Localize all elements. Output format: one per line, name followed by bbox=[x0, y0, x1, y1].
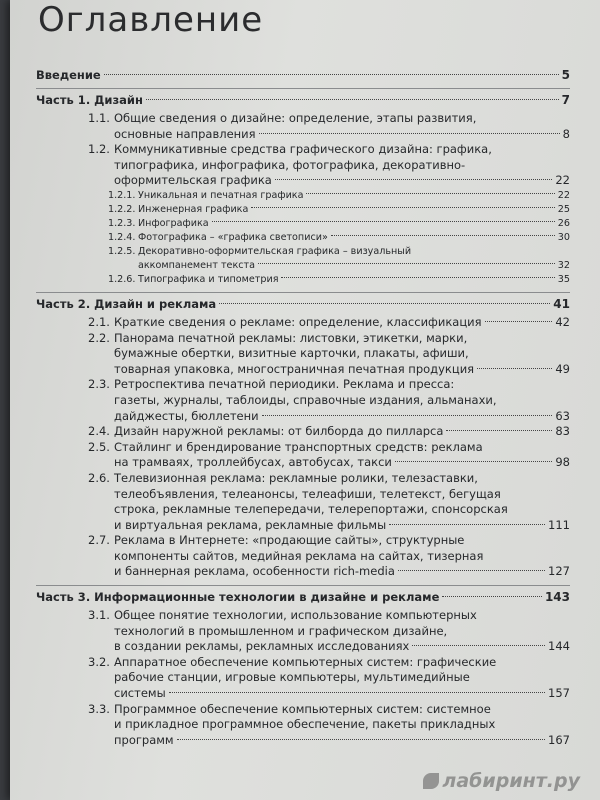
page-number: 22 bbox=[557, 189, 570, 201]
entry-text: Аппаратное обеспечение компьютерных систем: графические bbox=[114, 654, 497, 669]
dot-leader bbox=[219, 303, 550, 304]
dot-leader bbox=[259, 133, 560, 134]
entry-number: 1.2.2. bbox=[108, 203, 136, 215]
toc-entry bbox=[88, 533, 570, 580]
toc-entry bbox=[88, 440, 570, 471]
page-number: 157 bbox=[548, 686, 570, 701]
entry-text: основные направления bbox=[114, 126, 256, 141]
page-number: 25 bbox=[557, 203, 570, 215]
toc-subentry bbox=[108, 217, 570, 231]
entry-text: аккомпанемент текста bbox=[138, 259, 255, 271]
entry-text: Инженерная графика bbox=[138, 203, 249, 215]
page-number: 35 bbox=[557, 273, 570, 285]
entry-text: компоненты сайтов, медийная реклама на сайтах, тизерная bbox=[114, 548, 484, 563]
page-number: 41 bbox=[553, 296, 570, 311]
dot-leader bbox=[281, 277, 554, 278]
dot-leader bbox=[262, 415, 553, 416]
entry-text: дайджесты, бюллетени bbox=[114, 408, 259, 423]
entry-text: Коммуникативные средства графического дизайна: графика, bbox=[114, 142, 492, 157]
page-number: 22 bbox=[555, 173, 570, 188]
toc-subentry bbox=[108, 189, 570, 203]
entry-text: Общее понятие технологии, использование компьютерных bbox=[114, 608, 477, 623]
entry-number: 2.5. bbox=[88, 439, 110, 454]
entry-text: рабочие станции, игровые компьютеры, мультимедийные bbox=[114, 670, 470, 685]
dot-leader bbox=[485, 321, 553, 322]
part-title: Часть 1. Дизайн bbox=[36, 93, 143, 107]
toc-entry bbox=[88, 111, 570, 142]
toc-entry bbox=[88, 142, 570, 189]
entry-text: Фотографика – «графика светописи» bbox=[138, 231, 328, 243]
toc-subentry bbox=[108, 231, 570, 245]
page-number: 30 bbox=[557, 231, 570, 243]
entry-text: и прикладное программное обеспечение, пакеты прикладных bbox=[114, 717, 496, 732]
entry-text: типографика, инфографика, фотографика, декоративно- bbox=[114, 157, 466, 172]
entry-text: телеобъявления, телеанонсы, телеафиши, телетекст, бегущая bbox=[114, 486, 501, 501]
entry-text: Краткие сведения о рекламе: определение, классификация bbox=[114, 314, 482, 329]
dot-leader bbox=[395, 461, 552, 462]
toc-intro bbox=[36, 64, 570, 86]
entry-number: 3.1. bbox=[88, 608, 110, 623]
page-number: 167 bbox=[548, 732, 570, 747]
entry-text: программ bbox=[114, 732, 174, 747]
entry-text: Стайлинг и брендирование транспортных средств: реклама bbox=[114, 439, 483, 454]
page-number: 7 bbox=[561, 93, 570, 107]
dot-leader bbox=[446, 430, 552, 431]
dot-leader bbox=[398, 570, 545, 571]
dot-leader bbox=[169, 692, 545, 693]
entry-text: и виртуальная реклама, рекламные фильмы bbox=[114, 517, 387, 532]
page-number: 83 bbox=[555, 424, 570, 439]
entry-number: 2.3. bbox=[88, 377, 110, 392]
page-number: 49 bbox=[555, 361, 570, 376]
dot-leader bbox=[104, 74, 559, 75]
toc-subentry bbox=[108, 203, 570, 217]
dot-leader bbox=[331, 235, 555, 236]
toc-entry bbox=[88, 655, 570, 702]
entry-text: Телевизионная реклама: рекламные ролики, телезаставки, bbox=[114, 470, 478, 485]
entry-number: 1.1. bbox=[88, 111, 110, 125]
watermark: лабиринт.ру bbox=[423, 770, 580, 792]
entry-text: технологий в промышленном и графическом дизайне, bbox=[114, 623, 448, 638]
entry-number: 2.4. bbox=[88, 424, 110, 439]
toc-entry bbox=[88, 424, 570, 440]
dot-leader bbox=[251, 207, 554, 208]
entry-text: Уникальная и печатная графика bbox=[138, 189, 304, 201]
book-page bbox=[10, 0, 600, 800]
dot-leader bbox=[177, 739, 545, 740]
dot-leader bbox=[146, 99, 559, 100]
entry-number: 2.7. bbox=[88, 533, 110, 548]
entry-text: Типографика и типометрия bbox=[138, 273, 279, 285]
entry-text: Инфографика bbox=[138, 217, 209, 229]
dot-leader bbox=[389, 524, 545, 525]
entry-number: 3.3. bbox=[88, 701, 110, 716]
toc-entry bbox=[88, 471, 570, 533]
entry-text: строка, рекламные телепередачи, телерепортажи, спонсорская bbox=[114, 502, 508, 517]
leaf-logo-icon bbox=[423, 773, 439, 789]
page-number: 98 bbox=[555, 455, 570, 470]
entry-text: и баннерная реклама, особенности rich-media bbox=[114, 564, 395, 579]
entry-number: 2.1. bbox=[88, 314, 110, 329]
dot-leader bbox=[258, 263, 555, 264]
entry-text: на трамваях, троллейбусах, автобусах, такси bbox=[114, 455, 392, 470]
dot-leader bbox=[412, 645, 545, 646]
entry-number: 2.6. bbox=[88, 470, 110, 485]
page-number: 32 bbox=[557, 259, 570, 271]
entry-number: 2.2. bbox=[88, 330, 110, 345]
entry-number: 1.2.6. bbox=[108, 273, 136, 285]
dot-leader bbox=[442, 596, 542, 597]
toc-entry bbox=[88, 608, 570, 655]
page-number: 127 bbox=[548, 564, 570, 579]
entry-text: Ретроспектива печатной периодики. Реклама и пресса: bbox=[114, 377, 455, 392]
entry-text: Декоративно-оформительская графика – визуальный bbox=[138, 245, 412, 257]
entry-text: Программное обеспечение компьютерных систем: системное bbox=[114, 701, 491, 716]
toc-part bbox=[36, 292, 570, 315]
entry-text: газеты, журналы, таблоиды, справочные издания, альманахи, bbox=[114, 392, 497, 407]
entry-number: 1.2.5. bbox=[108, 245, 136, 257]
toc-entry bbox=[88, 315, 570, 331]
page-number: 26 bbox=[557, 217, 570, 229]
entry-number: 1.2.4. bbox=[108, 231, 136, 243]
toc-subentry bbox=[108, 273, 570, 287]
entry-number: 1.2. bbox=[88, 142, 110, 157]
page-number: 42 bbox=[555, 314, 570, 329]
entry-text: бумажные обертки, визитные карточки, плакаты, афиши, bbox=[114, 346, 469, 361]
entry-text: в создании рекламы, рекламных исследованиях bbox=[114, 639, 410, 654]
page-heading: Оглавление bbox=[38, 0, 264, 40]
entry-text: Реклама в Интернете: «продающие сайты», структурные bbox=[114, 533, 465, 548]
entry-text: оформительская графика bbox=[114, 173, 272, 188]
table-of-contents bbox=[36, 64, 570, 751]
entry-text: Дизайн наружной рекламы: от билборда до пилларса bbox=[114, 424, 444, 439]
toc-subentry bbox=[108, 245, 570, 273]
entry-text: Общие сведения о дизайне: определение, этапы развития, bbox=[114, 111, 477, 125]
entry-text: товарная упаковка, многостраничная печатная продукция bbox=[114, 361, 475, 376]
entry-text: Панорама печатной рекламы: листовки, этикетки, марки, bbox=[114, 330, 468, 345]
dot-leader bbox=[275, 179, 553, 180]
page-number: 8 bbox=[562, 126, 570, 141]
page-number: 143 bbox=[544, 590, 570, 605]
entry-text: системы bbox=[114, 686, 166, 701]
dot-leader bbox=[477, 368, 552, 369]
page-number: 5 bbox=[561, 68, 570, 82]
toc-entry bbox=[88, 331, 570, 378]
dot-leader bbox=[212, 221, 555, 222]
dot-leader bbox=[306, 193, 554, 194]
part-title: Часть 2. Дизайн и реклама bbox=[36, 296, 217, 311]
part-title: Часть 3. Информационные технологии в дизайне и рекламе bbox=[36, 590, 440, 605]
toc-part bbox=[36, 88, 570, 111]
page-number: 144 bbox=[548, 639, 570, 654]
entry-number: 1.2.3. bbox=[108, 217, 136, 229]
entry-number: 1.2.1. bbox=[108, 189, 136, 201]
toc-entry bbox=[88, 377, 570, 424]
toc-part bbox=[36, 585, 570, 608]
toc-entry bbox=[88, 702, 570, 749]
entry-number: 3.2. bbox=[88, 654, 110, 669]
part-title: Введение bbox=[36, 68, 101, 82]
page-number: 63 bbox=[555, 408, 570, 423]
page-number: 111 bbox=[548, 517, 570, 532]
